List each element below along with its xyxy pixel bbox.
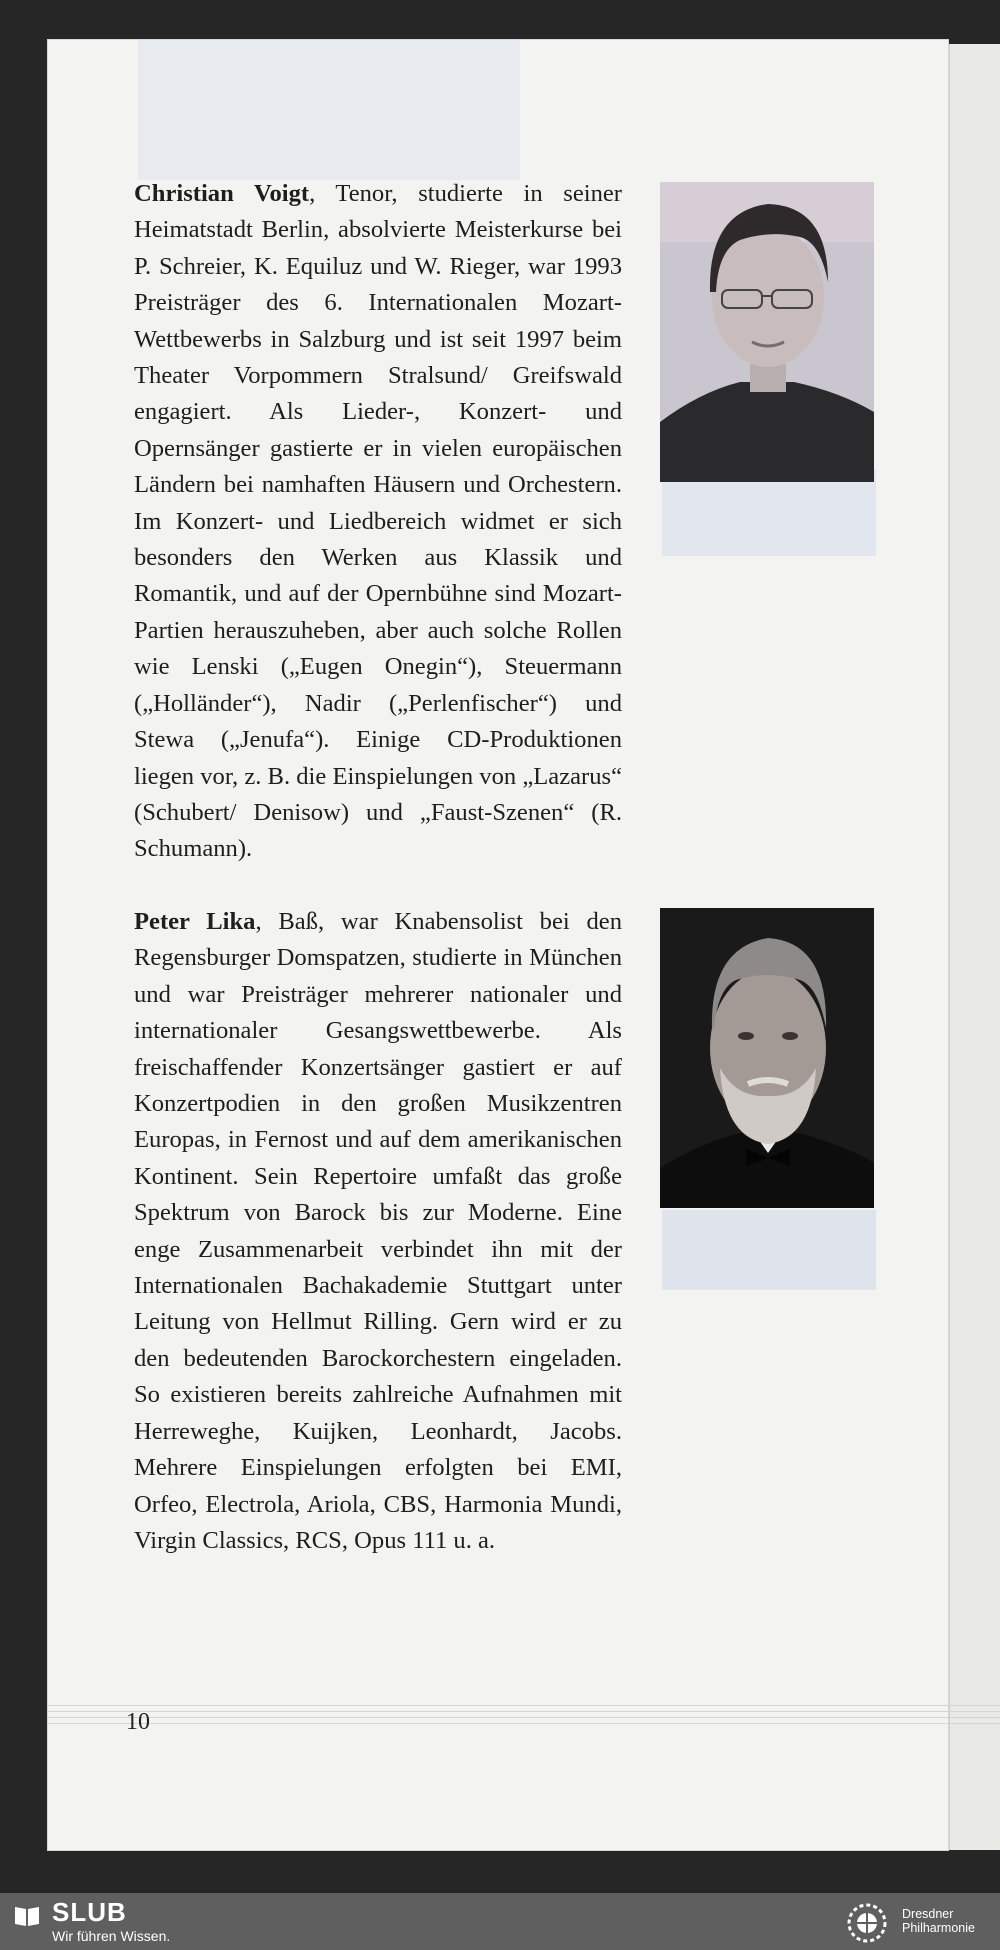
bio-text: , Tenor, studierte in seiner Heimatstadt Berlin, absolvierte Meisterkurse bei P. Schreier, K. Equiluz und W. Rieger, war 1993 Preisträger des 6. Internationalen Mozart-Wettbewerbs in Salzburg und ist seit 1997 beim Theater Vorpommern Stralsund/ Greifswald engagiert. Als Lieder-, Konzert- und Opernsänger gastierte er in vielen europäischen Ländern bei namhaften Häusern und Orchestern. Im Konzert- und Liedbereich widmet er sich besonders den Werken aus Klassik und Romantik, und auf der Opernbühne sind Mozart-Partien herauszuheben, aber auch solche Rollen wie Lenski („Eugen Onegin“), Steuermann („Holländer“), Nadir („Perlenfischer“) und Stewa („Jenufa“). Einige CD-Produktionen liegen vor, z. B. die Einspielungen von „Lazarus“ (Schubert/ Denisow) und „Faust-Szenen“ (R. Schumann). [134, 180, 622, 863]
portrait-peter-lika [660, 908, 874, 1208]
page-number: 10 [126, 1709, 150, 1735]
show-through-photo [662, 470, 876, 556]
bio-christian-voigt [134, 176, 622, 868]
partner-name [902, 1907, 998, 1935]
partner-name-line: Philharmonie [902, 1921, 975, 1935]
show-through-band [138, 40, 520, 180]
viewer-footer [0, 1893, 1000, 1950]
page-rule-lines [48, 1705, 1000, 1735]
bio-text: , Baß, war Knabensolist bei den Regensburger Domspatzen, studierte in München und war Preisträger mehrerer nationaler und internationaler Gesangswettbewerbe. Als freischaffender Konzertsänger gastiert er auf Konzertpodien in den großen Musikzentren Europas, in Fernost und auf dem amerikanischen Kontinent. Sein Repertoire umfaßt das große Spektrum von Barock bis zur Moderne. Eine enge Zusammenarbeit verbindet ihn mit der Internationalen Bachakademie Stuttgart unter Leitung von Hellmut Rilling. Gern wird er zu den bedeutenden Barockorchestern eingeladen. So existieren bereits zahlreiche Aufnahmen mit Herreweghe, Kuijken, Leonhardt, Jacobs. Mehrere Einspielungen erfolgten bei EMI, Orfeo, Electrola, Ariola, CBS, Harmonia Mundi, Virgin Classics, RCS, Opus 111 u. a. [134, 908, 622, 1554]
show-through-photo [662, 1210, 876, 1290]
bio-peter-lika [134, 904, 622, 1559]
book-icon [14, 1905, 40, 1927]
slub-tagline: Wir führen Wissen. [52, 1928, 171, 1944]
bio-name: Christian Voigt [134, 180, 310, 207]
portrait-christian-voigt [660, 182, 874, 482]
partner-name-line: Dresdner [902, 1907, 954, 1921]
next-page-edge [948, 44, 1000, 1850]
philharmonie-logo-icon [842, 1901, 892, 1945]
slub-logo-text: SLUB [52, 1897, 127, 1927]
bio-name: Peter Lika [134, 908, 256, 935]
